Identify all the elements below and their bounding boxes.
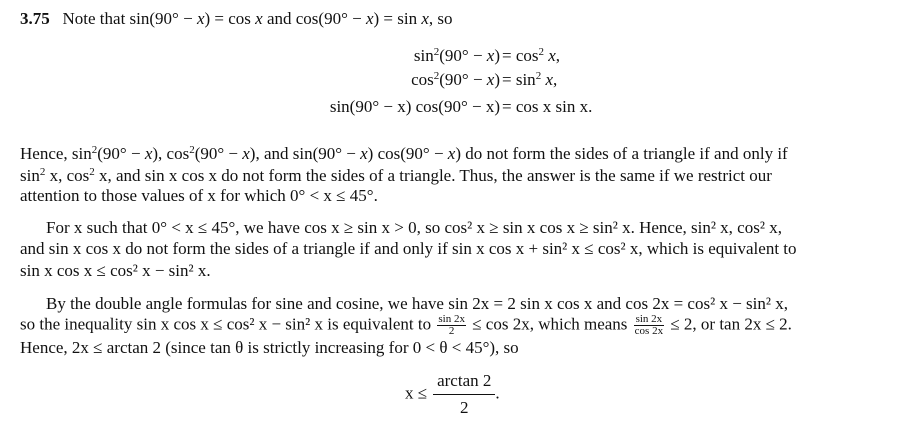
p1-l1c: ), cos: [152, 144, 190, 163]
paragraph-1-line-2: $\sin^2 x$, $\cos^2 x$, and sin x cos x do not form the sides of a triangle. Thus, the answer is the same if we restrict our: [20, 166, 772, 185]
final-denominator: 2: [459, 398, 469, 417]
equation-2-comma: ,: [552, 70, 558, 89]
equation-3-lhs: sin(90° − x) cos(90° − x): [329, 97, 500, 116]
paragraph-2-line-1: For x such that 0° < x ≤ 45°, we have cos x ≥ sin x > 0, so cos² x ≥ sin x cos x ≥ sin² x. Hence, sin² x, cos² x,: [46, 218, 782, 237]
p1-l1a: Hence, sin: [20, 144, 92, 163]
paragraph-3-line-1: By the double angle formulas for sine and cosine, we have sin 2x = 2 sin x cos x and cos 2x = cos² x − sin² x,: [46, 294, 788, 313]
frac1-top: sin 2x: [438, 313, 465, 325]
intro-text-3: and cos(90° −: [262, 9, 366, 28]
paragraph-1-line-3: attention to those values of x for which 0° < x ≤ 45°.: [20, 186, 378, 205]
final-period: .: [495, 383, 500, 403]
fraction-sin2x-over-cos2x: [634, 314, 664, 337]
fraction-sin2x-over-2: [437, 314, 466, 337]
intro-text-1: Note that sin(90° −: [62, 9, 197, 28]
final-lhs: x ≤: [405, 383, 428, 403]
p3-l2c: ≤ 2, or tan 2x ≤ 2.: [666, 314, 792, 334]
p1-l1d: (90° −: [194, 144, 243, 163]
p3-l2b: ≤ cos 2x, which means: [467, 314, 632, 334]
equation-1-rhs: = cos: [502, 46, 539, 65]
intro-text-5: , so: [428, 9, 453, 28]
intro-text-2: ) = cos: [204, 9, 256, 28]
p1-l2a: sin: [20, 166, 40, 185]
paragraph-2-line-2: and sin x cos x do not form the sides of a triangle if and only if sin x cos x + sin² x ≤ cos² x, which is equivalent to: [20, 239, 797, 258]
intro-text-4: ) = sin: [373, 9, 422, 28]
p1-l1e: ), and sin(90° −: [249, 144, 361, 163]
paragraph-1-line-1: Hence, $\sin^2(90^\circ - x)$, $\cos^2(90^\circ - x)$, and sin(90° − x) cos(90° − x) do not form the sides of a triangle if and only if: [20, 144, 788, 163]
frac1-bot: 2: [448, 325, 455, 337]
p1-l1g: ) do not form the sides of a triangle if and only if: [455, 144, 788, 163]
frac2-bot: cos 2x: [634, 325, 664, 337]
p1-l2b: x, cos: [45, 166, 90, 185]
fraction-arctan2-over-2: [433, 370, 495, 419]
intro-line: 3.75 Note that sin(90° − x) = cos x and cos(90° − x) = sin x, so: [20, 9, 453, 28]
p1-l1b: (90° −: [97, 144, 145, 163]
paragraph-3-line-2: [20, 314, 792, 337]
equation-1-comma: ,: [555, 46, 561, 65]
paragraph-2-line-3: sin x cos x ≤ cos² x − sin² x.: [20, 261, 211, 280]
equation-3-rhs: = cos x sin x.: [502, 97, 593, 116]
p1-l2c: x, and sin x cos x do not form the sides of a triangle. Thus, the answer is the same if we restrict our: [94, 166, 772, 185]
equation-2-rhs: = sin: [502, 70, 536, 89]
final-numerator: arctan 2: [433, 370, 495, 395]
problem-number: 3.75: [20, 9, 50, 28]
paragraph-3-line-3: Hence, 2x ≤ arctan 2 (since tan θ is strictly increasing for 0 < θ < 45°), so: [20, 338, 519, 357]
p3-l2a: so the inequality sin x cos x ≤ cos² x − sin² x is equivalent to: [20, 314, 436, 334]
final-inequality: [405, 370, 500, 419]
p1-l1f: ) cos(90° −: [367, 144, 448, 163]
frac2-top: sin 2x: [635, 313, 663, 325]
